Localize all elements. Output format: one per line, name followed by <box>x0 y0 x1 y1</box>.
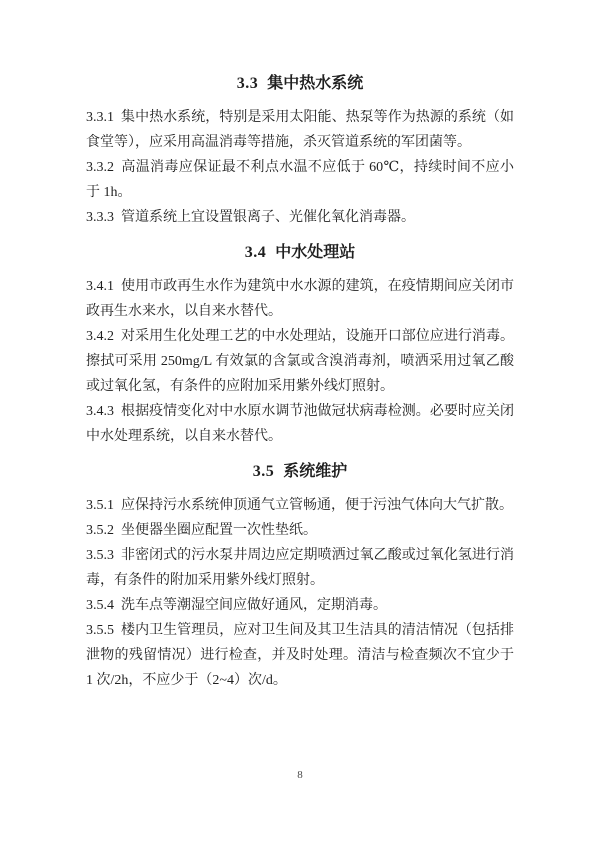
clause-number: 3.5.5 <box>86 623 114 638</box>
clause-number: 3.4.3 <box>86 404 114 419</box>
section-title: 集中热水系统 <box>267 75 364 92</box>
clause-3-4-1 <box>86 274 514 324</box>
clause-text: 楼内卫生管理员，应对卫生间及其卫生洁具的清洁情况（包括排泄物的残留情况）进行检查，并及时处理。清洁与检查频次不宜少于 1 次/2h，不应少于（2~4）次/d。 <box>86 623 514 688</box>
clause-3-5-4 <box>86 593 514 618</box>
clause-text: 坐便器坐圈应配置一次性垫纸。 <box>121 523 317 538</box>
clause-number: 3.5.2 <box>86 523 114 538</box>
clause-text: 应保持污水系统伸顶通气立管畅通，便于污浊气体向大气扩散。 <box>121 498 513 513</box>
clause-text: 集中热水系统，特别是采用太阳能、热泵等作为热源的系统（如食堂等），应采用高温消毒等措施，杀灭管道系统的军团菌等。 <box>86 110 514 150</box>
clause-text: 对采用生化处理工艺的中水处理站，设施开口部位应进行消毒。擦拭可采用 250mg/L 有效氯的含氯或含溴消毒剂，喷洒采用过氧乙酸或过氧化氢，有条件的应附加采用紫外线灯照射。 <box>86 329 514 394</box>
section-reclaimed-water-station <box>86 243 514 449</box>
clause-text: 管道系统上宜设置银离子、光催化氧化消毒器。 <box>121 210 415 225</box>
section-title: 中水处理站 <box>275 244 356 261</box>
clause-number: 3.3.1 <box>86 110 114 125</box>
clause-3-3-3 <box>86 205 514 230</box>
clause-number: 3.3.2 <box>86 160 114 175</box>
clause-text: 非密闭式的污水泵井周边应定期喷洒过氧乙酸或过氧化氢进行消毒，有条件的附加采用紫外线灯照射。 <box>86 548 514 588</box>
section-heading <box>86 243 514 263</box>
clause-text: 高温消毒应保证最不利点水温不应低于 60℃，持续时间不应小于 1h。 <box>86 160 514 200</box>
section-number: 3.4 <box>244 244 267 261</box>
section-system-maintenance <box>86 462 514 693</box>
clause-3-5-3 <box>86 543 514 593</box>
clause-number: 3.4.1 <box>86 279 114 294</box>
clause-text: 根据疫情变化对中水原水调节池做冠状病毒检测。必要时应关闭中水处理系统，以自来水替代。 <box>86 404 514 444</box>
clause-3-3-2 <box>86 155 514 205</box>
clause-3-5-1 <box>86 493 514 518</box>
clause-number: 3.3.3 <box>86 210 114 225</box>
clause-3-5-5 <box>86 618 514 693</box>
clause-number: 3.5.3 <box>86 548 114 563</box>
section-number: 3.3 <box>236 75 259 92</box>
clause-3-4-2 <box>86 324 514 399</box>
section-hot-water-system <box>86 74 514 230</box>
clause-3-3-1 <box>86 105 514 155</box>
section-number: 3.5 <box>252 463 275 480</box>
clause-3-4-3 <box>86 399 514 449</box>
clause-3-5-2 <box>86 518 514 543</box>
clause-text: 洗车点等潮湿空间应做好通风，定期消毒。 <box>121 598 387 613</box>
clause-text: 使用市政再生水作为建筑中水水源的建筑，在疫情期间应关闭市政再生水来水，以自来水替代。 <box>86 279 514 319</box>
section-title: 系统维护 <box>283 463 348 480</box>
clause-number: 3.4.2 <box>86 329 114 344</box>
clause-number: 3.5.1 <box>86 498 114 513</box>
section-heading <box>86 74 514 94</box>
clause-number: 3.5.4 <box>86 598 114 613</box>
page-number: 8 <box>297 769 303 781</box>
section-heading <box>86 462 514 482</box>
